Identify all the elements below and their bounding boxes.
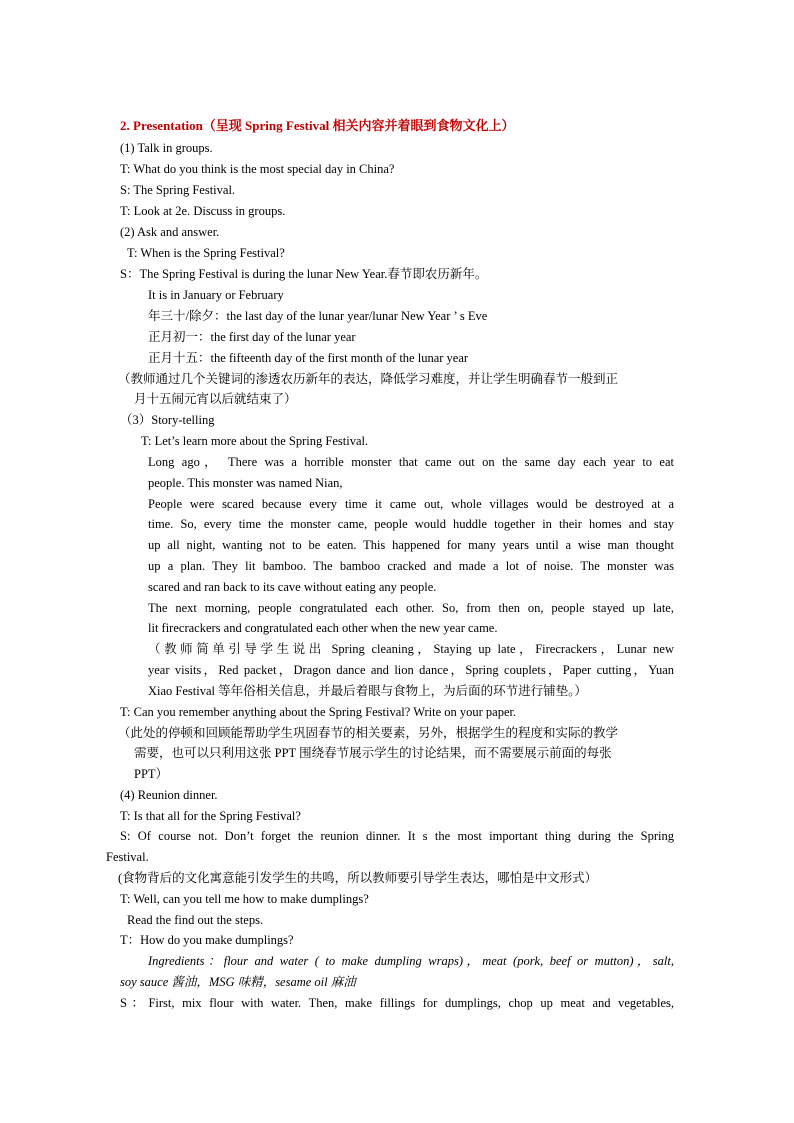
section-heading: 2. Presentation（呈现 Spring Festival 相关内容并着眼到食物文化上） [120, 118, 515, 133]
story-line: Long ago， There was a horrible monster that came out on the same day each year to eat [148, 455, 674, 469]
note-line: PPT） [134, 767, 169, 781]
text-line: (1) Talk in groups. [120, 141, 213, 155]
note-line: （此处的停顿和回顾能帮助学生巩固春节的相关要素，另外，根据学生的程度和实际的教学 [118, 726, 619, 740]
text-line: T：How do you make dumplings? [120, 933, 294, 947]
story-line: time. So, every time the monster came, people would huddle together in their homes and stay [148, 517, 674, 531]
text-line: T: When is the Spring Festival? [127, 246, 285, 260]
ingredients-line: Ingredients：flour and water ( to make dumpling wraps)，meat (pork, beef or mutton)，salt, [148, 954, 674, 968]
note-line: 需要，也可以只利用这张 PPT 围绕春节展示学生的讨论结果，而不需要展示前面的每张 [134, 746, 612, 760]
text-line: S：First, mix flour with water. Then, make fillings for dumplings, chop up meat and vegetables, [120, 996, 674, 1010]
text-line: T: Look at 2e. Discuss in groups. [120, 204, 286, 218]
ingredients-line: soy sauce 酱油，MSG 味精，sesame oil 麻油 [120, 975, 356, 989]
story-line: up all night, wanting not to be eaten. This happened for many years until a wise man thought [148, 538, 674, 552]
text-line: 正月初一：the first day of the lunar year [148, 330, 356, 344]
text-line: Read the find out the steps. [127, 913, 264, 927]
text-line: 年三十/除夕：the last day of the lunar year/lunar New Year ’ s Eve [148, 309, 488, 323]
note-line: year visits，Red packet，Dragon dance and lion dance，Spring couplets，Paper cutting，Yuan [148, 663, 674, 677]
text-line: S：The Spring Festival is during the lunar New Year.春节即农历新年。 [120, 267, 488, 281]
text-line: (4) Reunion dinner. [120, 788, 218, 802]
story-line: People were scared because every time it came out, whole villages would be destroyed at a [148, 497, 674, 511]
note-line: (食物背后的文化寓意能引发学生的共鸣，所以教师要引导学生表达，哪怕是中文形式） [118, 871, 598, 885]
text-line: T: Let’s learn more about the Spring Festival. [141, 434, 369, 448]
text-line: T: Well, can you tell me how to make dumplings? [120, 892, 369, 906]
text-line: S: The Spring Festival. [120, 183, 236, 197]
story-line: people. This monster was named Nian, [148, 476, 343, 490]
text-line: （教师通过几个关键词的渗透农历新年的表达，降低学习难度，并让学生明确春节一般到正 [118, 372, 619, 386]
text-line: T: What do you think is the most special day in China? [120, 162, 395, 176]
text-line: 正月十五：the fifteenth day of the first month of the lunar year [148, 351, 469, 365]
text-line: (2) Ask and answer. [120, 225, 220, 239]
text-line: T: Can you remember anything about the Spring Festival? Write on your paper. [120, 705, 517, 719]
story-line: lit firecrackers and congratulated each other when the new year came. [148, 621, 498, 635]
text-line: T: Is that all for the Spring Festival? [120, 809, 301, 823]
note-line: Xiao Festival 等年俗相关信息，并最后着眼与食物上，为后面的环节进行铺垫。） [148, 684, 587, 698]
text-line: （3）Story-telling [120, 413, 215, 427]
text-line: 月十五闹元宵以后就结束了） [134, 392, 297, 406]
story-line: up a plan. They lit bamboo. The bamboo cracked and made a lot of noise. The monster was [148, 559, 674, 573]
story-line: scared and ran back to its cave without eating any people. [148, 580, 437, 594]
text-line: S: Of course not. Don’t forget the reunion dinner. It s the most important thing during the Spring [120, 829, 674, 843]
note-line: （教师简单引导学生说出 Spring cleaning，Staying up late，Firecrackers，Lunar new [148, 642, 674, 656]
story-line: The next morning, people congratulated each other. So, from then on, people stayed up late, [148, 601, 674, 615]
text-line: Festival. [106, 850, 149, 864]
text-line: It is in January or February [148, 288, 284, 302]
